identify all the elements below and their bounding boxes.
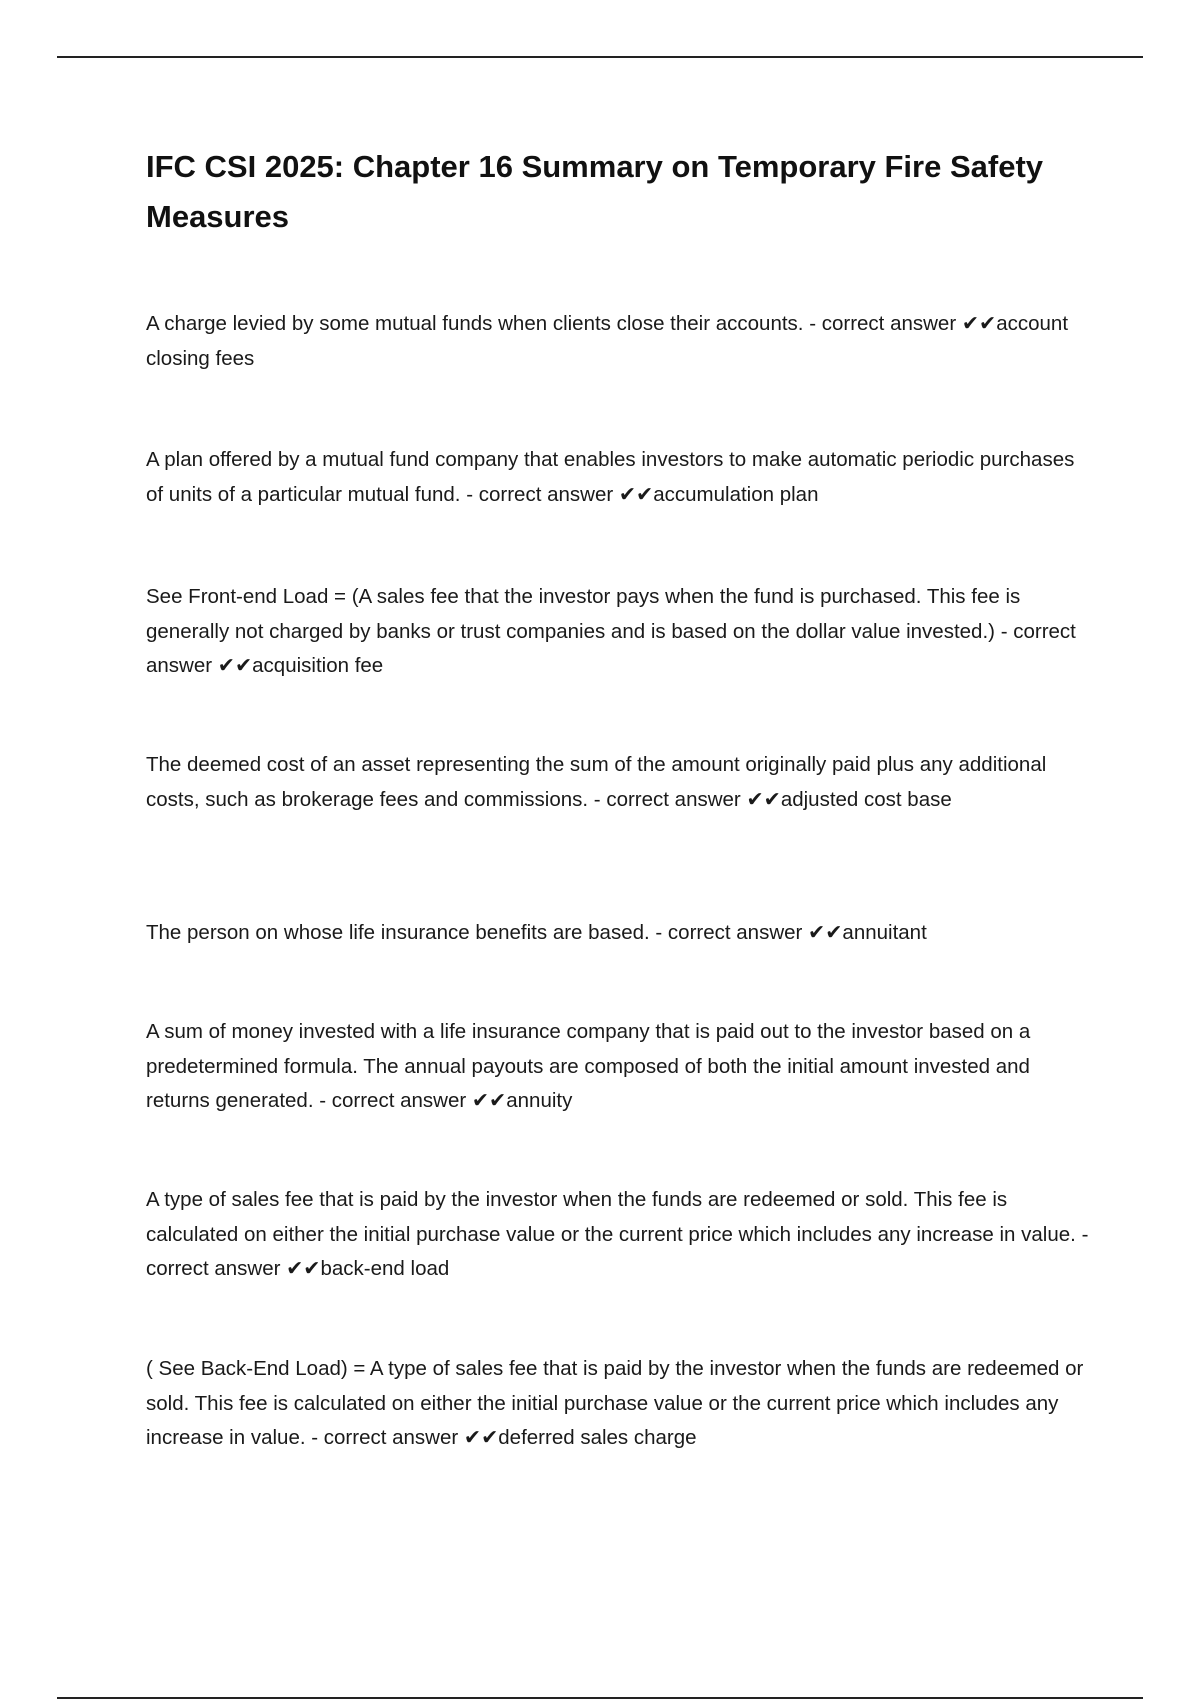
qa-question: See Front-end Load = (A sales fee that the investor pays when the fund is purchased. This fee is generally not charged by banks or trust companies and is based on the dollar value invested.) — [146, 585, 1021, 643]
qa-answer: annuitant — [842, 921, 927, 944]
qa-correct-marker: - correct answer ✔✔ — [146, 619, 1076, 677]
qa-question: A type of sales fee that is paid by the investor when the funds are redeemed or sold. This fee is calculated on either the initial purchase value or the current price which includes any increase in value. — [146, 1188, 1076, 1246]
qa-item — [146, 916, 1096, 951]
qa-item — [146, 307, 1096, 376]
qa-correct-marker: - correct answer ✔✔ — [809, 312, 997, 335]
qa-answer: accumulation plan — [653, 482, 819, 506]
qa-answer: deferred sales charge — [498, 1426, 697, 1449]
footer-rule — [57, 1697, 1143, 1699]
qa-question: The person on whose life insurance benefits are based. — [146, 921, 650, 944]
qa-question: A plan offered by a mutual fund company that enables investors to make automatic periodic purchases of units of a particular mutual fund. — [146, 448, 1075, 506]
qa-question: A sum of money invested with a life insurance company that is paid out to the investor based on a predetermined formula. The annual payouts are composed of both the initial amount invested and returns generated. — [146, 1020, 1031, 1112]
qa-correct-marker: - correct answer ✔✔ — [466, 482, 654, 506]
qa-item — [146, 580, 1096, 684]
qa-item — [146, 1015, 1096, 1119]
qa-item — [146, 748, 1096, 817]
qa-answer: adjusted cost base — [780, 787, 952, 811]
qa-correct-marker: - correct answer ✔✔ — [655, 921, 843, 944]
page-title: IFC CSI 2025: Chapter 16 Summary on Temporary Fire Safety Measures — [146, 149, 1044, 234]
qa-question: ( See Back-End Load) = A type of sales fee that is paid by the investor when the funds are redeemed or sold. This fee is calculated on either the initial purchase value or the current price which includes any increase in value. — [146, 1357, 1084, 1449]
qa-answer: annuity — [506, 1089, 573, 1112]
qa-answer: account closing fees — [146, 312, 1069, 370]
qa-correct-marker: - correct answer ✔✔ — [319, 1089, 507, 1112]
qa-item — [146, 443, 1096, 512]
header-rule — [57, 56, 1143, 58]
qa-correct-marker: - correct answer ✔✔ — [311, 1426, 499, 1449]
qa-question: The deemed cost of an asset representing the sum of the amount originally paid plus any additional costs, such as brokerage fees and commissions. — [146, 753, 1047, 811]
qa-answer: back-end load — [320, 1257, 450, 1280]
qa-item — [146, 1183, 1096, 1287]
qa-item — [146, 1352, 1096, 1456]
qa-correct-marker: - correct answer ✔✔ — [593, 787, 781, 811]
qa-question: A charge levied by some mutual funds when clients close their accounts. — [146, 312, 804, 335]
qa-answer: acquisition fee — [252, 654, 384, 677]
qa-correct-marker: - correct answer ✔✔ — [146, 1222, 1089, 1280]
